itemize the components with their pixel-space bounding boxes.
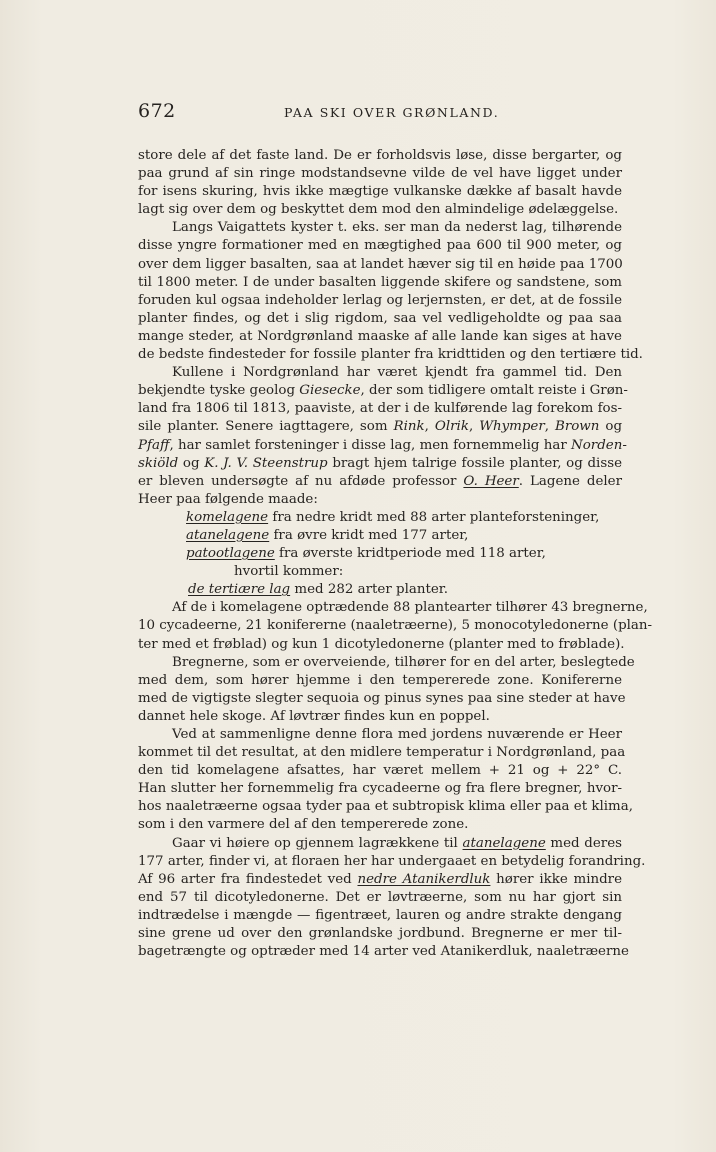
text-line: paa grund af sin ringe modstandsevne vilde de vel have ligget under (138, 166, 622, 182)
running-title: PAA SKI OVER GRØNLAND. (284, 105, 500, 120)
text-line: kommet til det resultat, at den midlere temperatur i Nordgrønland, paa (138, 745, 626, 761)
text-line (138, 418, 622, 436)
layer-name: de tertiære lag (188, 582, 291, 598)
layer-name: atanelagene (186, 527, 270, 543)
text-line: for isens skuring, hvis ikke mægtige vulkanske dække af basalt havde (138, 184, 622, 200)
text-line: Af de i komelagene optrædende 88 plantearter tilhører 43 bregnerne, (172, 600, 648, 616)
text-run: , har samlet forsteninger i disse lag, men fornemmelig har (169, 437, 572, 453)
text-line: indtrædelse i mængde — figentræet, lauren og andre strakte dengang (138, 907, 622, 923)
text-line: 177 arter, finder vi, at floraen her har undergaaet en betydelig forandring. (138, 853, 646, 869)
text-run: . Lagene deler (518, 473, 623, 489)
text-line: Heer paa følgende maade: (138, 491, 318, 507)
layer-name: atanelagene (462, 835, 546, 851)
text-line (138, 455, 622, 473)
text-run: Gaar vi høiere op gjennem lagrækkene til (172, 835, 463, 851)
list-item (138, 581, 622, 599)
text-line (138, 835, 622, 853)
text-line (138, 871, 622, 889)
text-line: som i den varmere del af den tempererede zone. (138, 817, 469, 833)
list-item (138, 509, 622, 527)
text-line: bagetrængte og optræder med 14 arter ved Atanikerdluk, naaletræerne (138, 944, 629, 960)
text-line: Kullene i Nordgrønland har været kjendt fra gammel tid. Den (172, 365, 622, 381)
person-name: Pfaff (138, 437, 170, 453)
text-line: 10 cycadeerne, 21 konifererne (naaletræerne), 5 monocotyledonerne (plan- (138, 618, 653, 634)
body-text (138, 147, 653, 961)
person-name: Norden- (571, 437, 627, 453)
text-run: bekjendte tyske geolog (138, 383, 300, 399)
text-run: og (178, 455, 205, 471)
text-line: Han slutter her fornemmelig fra cycadeerne og fra flere bregner, hvor- (138, 781, 622, 797)
text-line: dannet hele skoge. Af løvtrær findes kun en poppel. (138, 708, 490, 724)
text-run: , (424, 419, 435, 435)
text-run: Af 96 arter fra findestedet ved (138, 871, 358, 887)
text-line: hos naaletræerne ogsaa tyder paa et subtropisk klima eller paa et klima, (138, 799, 633, 815)
place-name: nedre Atanikerdluk (357, 871, 491, 887)
text-line (138, 473, 622, 491)
text-line: end 57 til dicotyledonerne. Det er løvtræerne, som nu har gjort sin (138, 889, 622, 905)
text-line: ter med et frøblad) og kun 1 dicotyledonerne (planter med to frøblade). (138, 636, 625, 652)
text-run: med 282 arter planter. (290, 582, 448, 598)
text-line: til 1800 meter. I de under basalten liggende skifere og sandstene, som (138, 274, 622, 290)
text-line: foruden kul ogsaa indeholder lerlag og lerjernsten, er det, at de fossile (138, 292, 622, 308)
text-line: Langs Vaigattets kyster t. eks. ser man da nederst lag, tilhørende (172, 220, 622, 236)
text-line: den tid komelagene afsattes, har været mellem + 21 og + 22° C. (138, 763, 622, 779)
text-line: sine grene ud over den grønlandske jordbund. Bregnerne er mer til- (138, 926, 622, 942)
person-name: O. Heer (463, 473, 519, 489)
person-name: Olrik (434, 419, 469, 435)
person-name: K. J. V. Steenstrup (204, 455, 328, 471)
text-run: og (599, 419, 623, 435)
text-run: , der som tidligere omtalt reiste i Grøn- (360, 383, 628, 399)
layer-name: komelagene (186, 509, 269, 525)
text-line: store dele af det faste land. De er forholdsvis løse, disse bergarter, og (138, 148, 622, 163)
list-item (138, 527, 622, 545)
page-number: 672 (138, 100, 176, 122)
text-run: er bleven undersøgte af nu afdøde professor (138, 473, 464, 489)
text-line: de bedste findesteder for fossile planter fra kridttiden og den tertiære tid. (138, 347, 643, 363)
list-item: hvortil kommer: (234, 564, 344, 580)
text-run: hører ikke mindre (490, 871, 622, 887)
text-line: disse yngre formationer med en mægtighed paa 600 til 900 meter, og (138, 238, 622, 254)
text-line: over dem ligger basalten, saa at landet hæver sig til en høide paa 1700 (138, 256, 623, 272)
text-run: fra øvre kridt med 177 arter, (269, 527, 469, 543)
text-line: med dem, som hører hjemme i den tempererede zone. Konifererne (138, 672, 622, 688)
text-line: planter findes, og det i slig rigdom, saa vel vedligeholdte og paa saa (138, 310, 622, 326)
text-line: med de vigtigste slegter sequoia og pinus synes paa sine steder at have (138, 690, 626, 706)
text-line: mange steder, at Nordgrønland maaske af alle lande kan siges at have (138, 328, 622, 344)
person-name: Giesecke (299, 383, 361, 399)
text-line: lagt sig over dem og beskyttet dem mod den almindelige ødelæggelse. (138, 202, 619, 218)
text-run: med deres (545, 835, 622, 851)
layer-name: patootlagene (186, 546, 275, 562)
person-name: Rink (393, 419, 425, 435)
list-item (138, 545, 622, 563)
person-name: Whymper (479, 419, 545, 435)
text-run: , (544, 419, 555, 435)
text-run: fra øverste kridtperiode med 118 arter, (274, 546, 546, 562)
text-run: , (468, 419, 480, 435)
text-run: fra nedre kridt med 88 arter planteforsteninger, (268, 509, 600, 525)
person-name: Brown (555, 419, 600, 435)
page-header (138, 100, 628, 130)
text-line: land fra 1806 til 1813, paaviste, at der i de kulførende lag forekom fos- (138, 401, 622, 417)
person-name: skiöld (138, 455, 179, 471)
text-line: Bregnerne, som er overveiende, tilhører for en del arter, beslegtede (172, 654, 635, 670)
text-line: Ved at sammenligne denne flora med jordens nuværende er Heer (172, 727, 622, 742)
text-line (138, 437, 627, 455)
text-line (138, 382, 628, 400)
text-run: sile planter. Senere iagttagere, som (138, 419, 394, 435)
text-run: bragt hjem talrige fossile planter, og disse (327, 455, 622, 471)
